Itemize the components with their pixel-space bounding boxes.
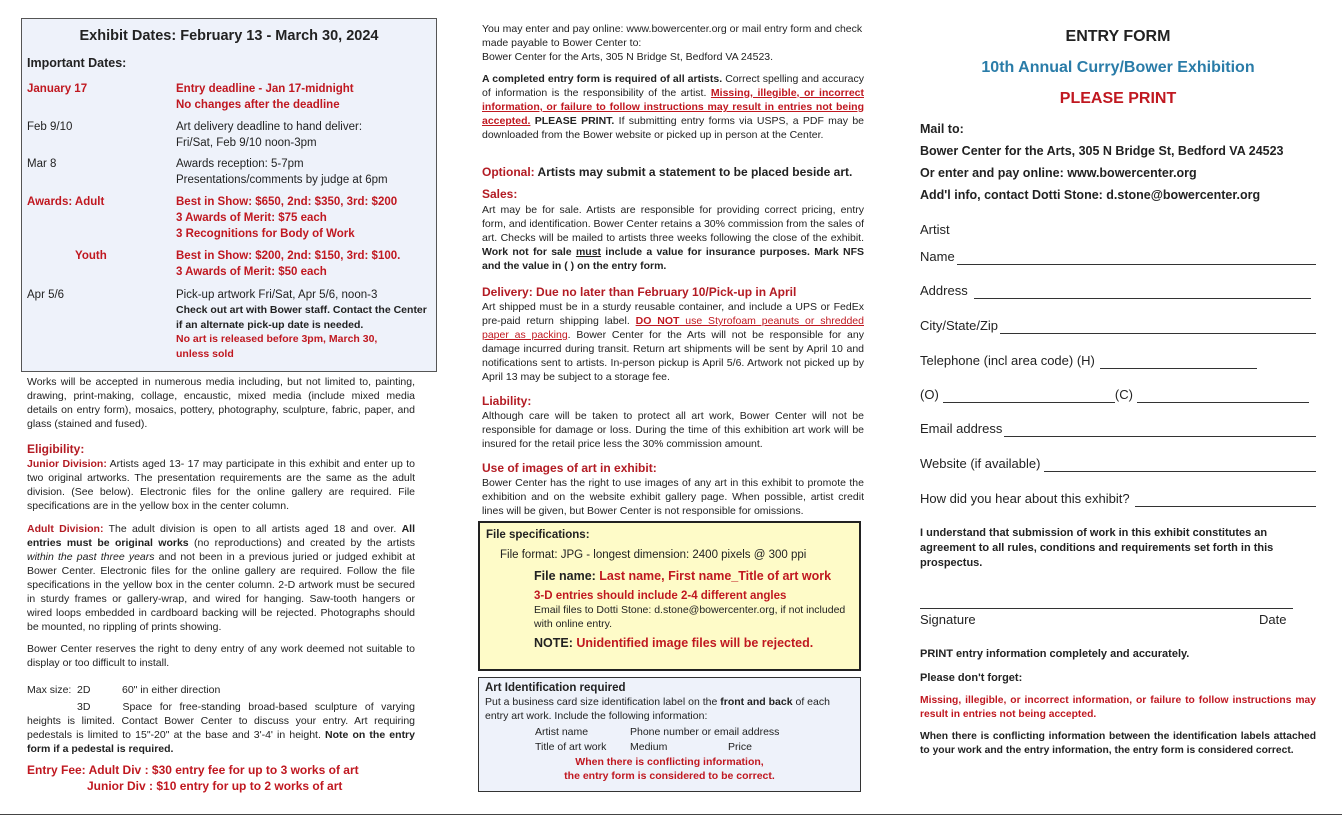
reserve-paragraph: Bower Center reserves the right to deny entry of any work deemed not suitable to display or too difficult to install. [27, 643, 415, 669]
pedestal-note: Note on the entry form if a pedestal is required. [27, 729, 415, 755]
date-line: Best in Show: $200, 2nd: $150, 3rd: $100. [176, 250, 401, 262]
name-field[interactable] [920, 249, 1316, 265]
signature-label: Signature [920, 612, 976, 627]
adult-text: (no reproductions) and created by the artists [188, 537, 415, 549]
phone-office-input-line[interactable] [943, 391, 1115, 403]
optional-text: Artists may submit a statement to be placed beside art. [534, 165, 853, 179]
adult-italic: within the past three years [27, 551, 155, 563]
date-line: Pick-up artwork Fri/Sat, Apr 5/6, noon-3 [176, 289, 378, 301]
website-input-line[interactable] [1044, 460, 1316, 472]
date-label: Mar 8 [27, 158, 57, 170]
entry-fee-junior: Junior Div : $10 entry for up to 2 works of art [87, 779, 343, 793]
sales-paragraph [482, 203, 864, 273]
junior-label: Junior Division: [27, 458, 107, 470]
date-line: 3 Recognitions for Body of Work [176, 228, 355, 240]
date-line: Fri/Sat, Feb 9/10 noon-3pm [176, 137, 317, 149]
missing-warning: Missing, illegible, or incorrect information, or failure to follow instructions may result in entries not being accepted. [920, 695, 1316, 720]
art-id-item: Title of art work [535, 741, 607, 753]
art-id-item: Phone number or email address [630, 726, 780, 738]
city-input-line[interactable] [1000, 322, 1316, 334]
phone-cell-label: (C) [1114, 387, 1133, 402]
date-label: Awards: Adult [27, 196, 105, 208]
sales-bold: include a value for insurance purposes. Mark NFS and the value in ( ) on the entry form. [482, 246, 864, 272]
date-line: 3 Awards of Merit: $75 each [176, 212, 327, 224]
complete-text: If submitting entry forms via USPS, a PDF may be downloaded from the Bower website or picked up in person at the Center. [482, 115, 864, 141]
mail-address: Bower Center for the Arts, 305 N Bridge St, Bedford VA 24523 [920, 144, 1284, 158]
conflict-note: When there is conflicting information, [575, 756, 764, 768]
junior-division-paragraph [27, 457, 415, 513]
adult-text: and not been in a previous juried or judged exhibit at Bower Center. Electronic files for the online gallery are required. Follow the file specifications in the yellow box in the center column. 2-D artwork must be secured in sturdy frames or gallery-wrap, and wired for hanging. Saw-tooth hangers or wired loops embedded in cardboard backing will be rejected. Photographs should be mounted, no rippling of prints showing. [27, 551, 415, 633]
date-label: Feb 9/10 [27, 121, 73, 133]
phone-office-label: (O) [920, 387, 939, 402]
conflict-statement: When there is conflicting information between the identification labels attached to your work and the entry information, the entry form is considered correct. [920, 731, 1316, 756]
name-label: Name [920, 249, 955, 264]
online-entry-paragraph [482, 22, 864, 64]
images-paragraph: Bower Center has the right to use images of any art in this exhibit to promote the exhibition and on the website exhibit gallery page. When possible, artist credit lines will be given, but Bower Center is not responsible for omissions. [482, 477, 864, 517]
date-line: if an alternate pick-up date is needed. [176, 318, 364, 331]
email-input-line[interactable] [1004, 425, 1316, 437]
adult-text: The adult division is open to all artists aged 18 and over. [103, 523, 402, 535]
art-id-item: Artist name [535, 726, 589, 738]
city-label: City/State/Zip [920, 318, 999, 333]
size-3d-label: 3D [77, 701, 91, 713]
date-line: Check out art with Bower staff. Contact the Center [176, 304, 427, 316]
adult-bold: All entries must be original works [27, 523, 415, 549]
date-line: Art delivery deadline to hand deliver: [176, 121, 363, 133]
max-size-2d [27, 683, 415, 697]
angles-note: 3-D entries should include 2-4 different angles [534, 590, 787, 602]
exhibit-dates-title: Exhibit Dates: February 13 - March 30, 2024 [79, 28, 379, 44]
art-id-text [485, 695, 854, 723]
file-name-row [486, 569, 853, 583]
online-text: You may enter and pay online: www.bowercenter.org or mail entry form and check made payable to Bower Center to: [482, 23, 863, 49]
contact-info: Add'l info, contact Dotti Stone: d.stone@bowercenter.org [920, 188, 1261, 202]
art-id-items [485, 725, 854, 755]
complete-text: Correct spelling and accuracy of information is the responsibility of the artist. [482, 73, 864, 99]
art-id-bold: front and back [720, 696, 793, 708]
name-input-line[interactable] [957, 253, 1316, 265]
phone-office-cell-field[interactable] [920, 387, 1309, 403]
do-not: DO NOT [635, 315, 680, 327]
entry-form-title: ENTRY FORM [1065, 28, 1171, 45]
page-bottom-rule [0, 814, 1342, 815]
max-size-label: Max size: [27, 684, 72, 696]
date-label: Youth [75, 250, 107, 262]
address-field[interactable] [920, 283, 1311, 299]
packing-warning: use Styrofoam peanuts or shredded paper as packing [482, 315, 864, 341]
address-input-line[interactable] [974, 287, 1311, 299]
delivery-text: . Bower Center for the Arts will not be responsible for any damage incurred during transit. Return art shipments will be sent by April 10 and notifications sent to artists. In-person pickup is April 5/6. Artwork not picked up by April 13 may be subject to a storage fee. [482, 329, 864, 383]
address-label: Address [920, 283, 968, 298]
art-id-title: Art Identification required [485, 682, 626, 694]
art-id-text-part: of each entry art work. Include the following information: [485, 696, 830, 722]
complete-warning: Missing, illegible, or incorrect information, or failure to follow instructions may result in entries not being accepted. [482, 87, 864, 127]
email-label: Email address [920, 421, 1003, 436]
email-field[interactable] [920, 421, 1316, 437]
completed-form-paragraph [482, 72, 864, 142]
referral-field[interactable] [920, 491, 1316, 507]
complete-bold: A completed entry form is required of all artists. [482, 73, 723, 85]
sales-must: must [575, 246, 602, 258]
art-id-text-part: Put a business card size identification label on the [485, 696, 721, 708]
online-info: Or enter and pay online: www.bowercenter.org [920, 166, 1197, 180]
dont-forget: Please don't forget: [920, 672, 1023, 684]
referral-label: How did you hear about this exhibit? [920, 491, 1130, 506]
date-line: No changes after the deadline [176, 99, 340, 111]
entry-fee-adult: Entry Fee: Adult Div : $30 entry fee for up to 3 works of art [27, 763, 359, 777]
note-label: NOTE: [534, 636, 577, 650]
art-id-item: Medium [630, 741, 668, 753]
images-heading: Use of images of art in exhibit: [482, 461, 657, 475]
important-dates-heading: Important Dates: [27, 56, 127, 70]
conflict-note: the entry form is considered to be correct. [564, 770, 775, 782]
sales-text: Art may be for sale. Artists are responsible for providing correct pricing, entry form, and identification. Bower Center retains a 30% commission from the sales of art. Checks will be mailed to artists three weeks following the close of the exhibit. [482, 204, 864, 244]
mail-to-label: Mail to: [920, 122, 964, 136]
optional-label: Optional: [482, 165, 535, 179]
delivery-heading: Delivery: Due no later than February 10/Pick-up in April [482, 285, 797, 299]
please-print-inline: PLEASE PRINT. [530, 115, 615, 127]
eligibility-heading: Eligibility: [27, 442, 85, 456]
liability-heading: Liability: [482, 394, 532, 408]
exhibition-subtitle: 10th Annual Curry/Bower Exhibition [981, 59, 1255, 76]
art-id-item: Price [728, 741, 752, 753]
city-state-zip-field[interactable] [920, 318, 1316, 334]
adult-label: Adult Division: [27, 523, 104, 535]
date-line: Best in Show: $650, 2nd: $350, 3rd: $200 [176, 196, 398, 208]
delivery-paragraph [482, 300, 864, 384]
mail-address: Bower Center for the Arts, 305 N Bridge St, Bedford VA 24523. [482, 51, 774, 63]
date-line: Awards reception: 5-7pm [176, 158, 304, 170]
date-label: Date [1259, 612, 1287, 627]
date-line: 3 Awards of Merit: $50 each [176, 266, 327, 278]
file-specifications-box [478, 521, 861, 671]
adult-division-paragraph [27, 522, 415, 634]
delivery-text: Art shipped must be in a sturdy reusable container, and include a UPS or FedEx pre-paid return shipping label. [482, 301, 864, 327]
print-note: PRINT entry information completely and accurately. [920, 648, 1190, 660]
phone-home-input-line[interactable] [1100, 357, 1257, 369]
file-name-value: Last name, First name_Title of art work [599, 569, 832, 583]
size-2d-label: 2D [77, 684, 91, 696]
sales-heading: Sales: [482, 187, 518, 201]
sales-bold: Work not for sale [482, 246, 576, 258]
website-field[interactable] [920, 456, 1316, 472]
note-value: Unidentified image files will be rejected. [576, 636, 814, 650]
email-files-note: Email files to Dotti Stone: d.stone@bowercenter.org, if not included with online entry. [534, 604, 846, 630]
media-paragraph: Works will be accepted in numerous media including, but not limited to, painting, drawing, print-making, collage, encaustic, mixed media (include mixed media details on entry form), mosaics, pottery, photography, sculpture, fabric, paper, and glass (stained and fused). [27, 376, 415, 430]
phone-home-field[interactable] [920, 353, 1257, 369]
mail-to-block [920, 118, 1316, 206]
signature-line[interactable] [920, 608, 1293, 609]
size-2d-text: 60" in either direction [122, 684, 221, 696]
file-format: File format: JPG - longest dimension: 2400 pixels @ 300 ppi [500, 549, 807, 561]
file-name-label: File name: [534, 569, 600, 583]
agreement-text: I understand that submission of work in this exhibit constitutes an agreement to all rules, conditions and requirements set forth in this prospectus. [920, 527, 1274, 569]
date-line: No art is released before 3pm, March 30, [176, 333, 378, 345]
phone-home-label: Telephone (incl area code) (H) [920, 353, 1095, 368]
phone-cell-input-line[interactable] [1137, 391, 1309, 403]
liability-paragraph: Although care will be taken to protect all art work, Bower Center will not be responsible for damage or loss. During the time of this exhibition art work will be insured for the retail price less the 30% commission amount. [482, 410, 864, 450]
optional-paragraph [482, 164, 864, 180]
max-size-3d [27, 700, 415, 756]
artist-label: Artist [920, 222, 950, 237]
junior-text: Artists aged 13- 17 may participate in this exhibit and enter up to two original artworks. The presentation requirements are the same as the adult division. (See below). Electronic files for the online gallery are required. File specifications are in the yellow box in the center column. [27, 458, 415, 512]
art-identification-box [478, 677, 861, 792]
date-line: Presentations/comments by judge at 6pm [176, 174, 388, 186]
size-3d-text: Space for free-standing broad-based sculpture of varying heights is limited. Contact Bower Center to discuss your entry. Art requiring pedestals is limited to 15"-20" at the base and 3'-4' in height. [27, 701, 415, 741]
website-label: Website (if available) [920, 456, 1041, 471]
please-print-heading: PLEASE PRINT [1059, 90, 1177, 107]
date-line: Entry deadline - Jan 17-midnight [176, 83, 354, 95]
date-label: January 17 [27, 83, 88, 95]
date-line: unless sold [176, 347, 234, 360]
date-label: Apr 5/6 [27, 289, 65, 301]
note-row [486, 636, 853, 650]
file-spec-title: File specifications: [486, 529, 590, 541]
referral-input-line[interactable] [1135, 495, 1316, 507]
exhibit-dates-box [21, 18, 437, 372]
